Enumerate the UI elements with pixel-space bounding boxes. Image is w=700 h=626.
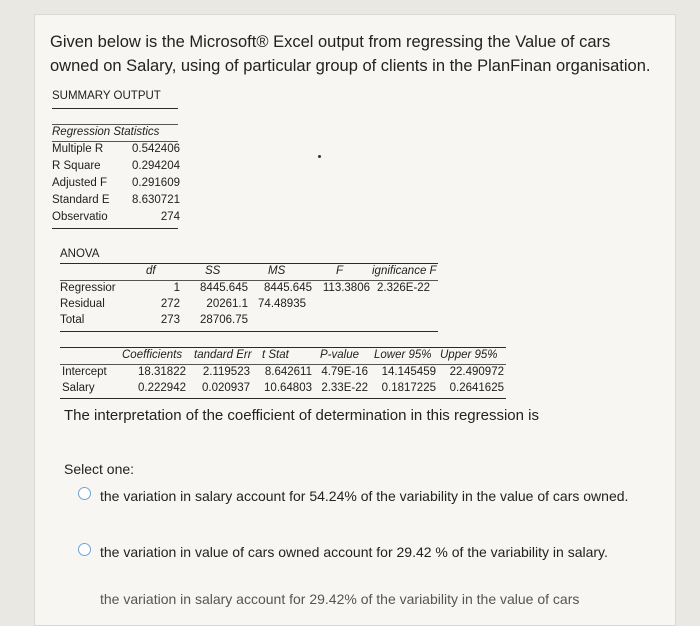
coef-value: 0.222942 [138, 382, 186, 394]
anova-ss: 8445.645 [200, 282, 248, 294]
stat-value: 0.294204 [132, 160, 180, 172]
anova-df: 1 [173, 282, 180, 294]
summary-underline [52, 108, 178, 109]
coef-upper: 0.2641625 [449, 382, 504, 394]
anova-df: 272 [160, 298, 180, 310]
anova-ss: 28706.75 [200, 314, 248, 326]
anova-sig: 2.326E-22 [377, 282, 431, 294]
reg-stats-title: Regression Statistics [52, 126, 160, 138]
coef-bottom-rule [60, 398, 506, 399]
coef-header-t-stat: t Stat [262, 349, 289, 361]
coef-t-stat: 8.642611 [264, 366, 312, 378]
interpretation-prompt: The interpretation of the coefficient of determination in this regression is [64, 407, 539, 424]
option-text: the variation in value of cars owned account for 29.42 % of the variability in salary. [100, 544, 608, 560]
reg-stats-top-rule [52, 124, 178, 125]
coef-row-label: Salary [62, 382, 95, 394]
select-one-label: Select one: [64, 461, 135, 477]
anova-header-rule [60, 280, 438, 281]
coef-header-lower: Lower 95% [374, 349, 432, 361]
coef-std-err: 0.020937 [202, 382, 250, 394]
question-text: Given below is the Microsoft® Excel output from regressing the Value of cars owned on Salary, using of particular group of clients in the PlanFinan organisation. [50, 33, 651, 75]
anova-bottom-rule [60, 331, 438, 332]
coef-top-rule [60, 347, 506, 348]
coef-value: 18.31822 [138, 366, 186, 378]
radio-button[interactable] [78, 543, 91, 556]
coef-header-std-err: tandard Err [194, 349, 252, 361]
anova-row-label: Total [60, 314, 85, 326]
anova-ms: 8445.645 [264, 282, 312, 294]
coef-lower: 0.1817225 [381, 382, 436, 394]
coef-p-value: 2.33E-22 [321, 382, 368, 394]
stat-label: Multiple R [52, 143, 104, 155]
anova-header-f: F [336, 265, 344, 277]
anova-header-ms: MS [268, 265, 286, 277]
summary-output-title: SUMMARY OUTPUT [52, 90, 161, 102]
stat-label: Standard E [52, 194, 110, 206]
stat-value: 8.630721 [132, 194, 180, 206]
coef-p-value: 4.79E-16 [321, 366, 368, 378]
stat-value: 0.542406 [132, 143, 180, 155]
coef-header-coefficients: Coefficients [122, 349, 183, 361]
stat-value: 274 [160, 211, 180, 223]
radio-button[interactable] [78, 487, 91, 500]
answer-option-b[interactable] [78, 540, 638, 592]
anova-header-ss: SS [205, 265, 221, 277]
anova-header-significance: ignificance F [372, 265, 437, 277]
coef-header-upper: Upper 95% [440, 349, 498, 361]
reg-stats-bottom-rule [52, 228, 178, 229]
anova-df: 273 [160, 314, 180, 326]
option-text: the variation in salary account for 54.24% of the variability in the value of cars owned. [100, 488, 629, 504]
coef-header-rule [60, 364, 506, 365]
anova-title: ANOVA [60, 248, 100, 260]
coef-t-stat: 10.64803 [264, 382, 312, 394]
anova-top-rule [60, 263, 438, 264]
answer-option-c-partial[interactable] [74, 591, 594, 611]
stat-value: 0.291609 [132, 177, 180, 189]
anova-ms: 74.48935 [258, 298, 306, 310]
stray-dot [318, 155, 321, 158]
anova-ss: 20261.1 [206, 298, 248, 310]
stat-label: R Square [52, 160, 101, 172]
reg-stats-header-rule [52, 141, 178, 142]
coef-row-label: Intercept [62, 366, 107, 378]
stat-label: Adjusted F [52, 177, 107, 189]
anova-header-df: df [146, 265, 156, 277]
coef-header-p-value: P-value [320, 349, 359, 361]
anova-row-label: Residual [60, 298, 105, 310]
coef-lower: 14.145459 [381, 366, 436, 378]
anova-row-label: Regressior [60, 282, 116, 294]
anova-f: 113.3806 [322, 282, 370, 294]
option-text: the variation in salary account for 29.42% of the variability in the value of cars [100, 591, 580, 607]
answer-option-a[interactable] [78, 484, 638, 536]
coef-std-err: 2.119523 [202, 366, 250, 378]
stat-label: Observatio [52, 211, 108, 223]
coef-upper: 22.490972 [449, 366, 504, 378]
